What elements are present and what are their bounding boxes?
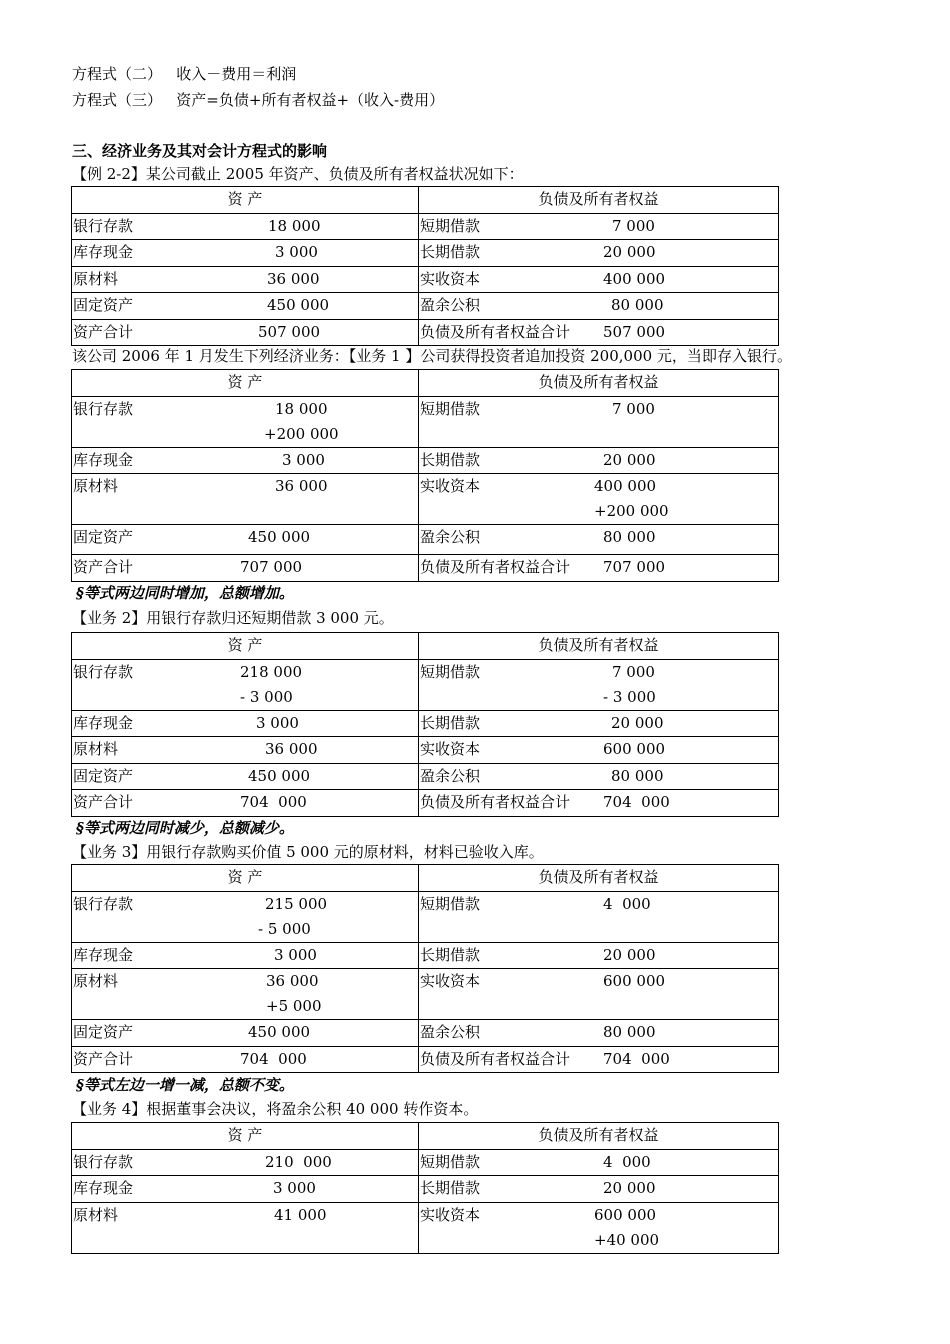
liab-value: 600 000 [603, 740, 666, 758]
asset-name: 银行存款 [73, 399, 134, 418]
asset-name: 银行存款 [73, 894, 134, 913]
liab-value: 80 000 [611, 766, 664, 785]
liab-change: +200 000 [594, 502, 669, 520]
asset-value: 450 000 [267, 296, 330, 314]
liab-total-label: 负债及所有者权益合计 [420, 322, 571, 341]
liab-name: 实收资本 [420, 1205, 481, 1224]
liab-name: 短期借款 [420, 399, 481, 418]
asset-value: 3 000 [274, 945, 317, 964]
liab-total-label: 负债及所有者权益合计 [420, 1049, 571, 1068]
asset-name: 银行存款 [73, 662, 134, 681]
liab-value: 7 000 [612, 399, 655, 418]
business-4-text: 【业务 4】根据董事会决议，将盈余公积 40 000 转作资本。 [72, 1100, 479, 1118]
asset-total-label: 资产合计 [73, 322, 134, 341]
asset-value: 18 000 [268, 216, 321, 235]
asset-name: 库存现金 [73, 450, 134, 469]
liabilities-header: 负债及所有者权益 [419, 865, 779, 892]
asset-value: 450 000 [248, 528, 311, 546]
asset-total-value: 704 000 [240, 793, 307, 811]
asset-change: +5 000 [266, 997, 322, 1015]
liab-value: 400 000 [594, 477, 657, 495]
liabilities-header: 负债及所有者权益 [419, 370, 779, 397]
assets-header: 资 产 [72, 370, 419, 397]
liab-name: 长期借款 [420, 713, 481, 732]
asset-name: 原材料 [73, 269, 119, 288]
equation-two: 方程式（二） 收入－费用＝利润 [72, 65, 297, 83]
liab-value: 4 000 [603, 1152, 651, 1171]
asset-change: - 3 000 [240, 687, 293, 706]
asset-value: 3 000 [275, 243, 318, 261]
liab-name: 长期借款 [420, 945, 481, 964]
asset-name: 原材料 [73, 972, 119, 990]
liab-value: 20 000 [603, 945, 656, 964]
liab-value: 20 000 [611, 713, 664, 732]
liab-change: - 3 000 [603, 687, 656, 706]
liab-total-value: 704 000 [603, 1049, 670, 1068]
liabilities-header: 负债及所有者权益 [419, 187, 779, 214]
liab-name: 长期借款 [420, 450, 481, 469]
asset-value: 450 000 [248, 1023, 311, 1041]
liab-value: 7 000 [612, 216, 655, 235]
business-1-note: §等式两边同时增加，总额增加。 [76, 584, 294, 602]
balance-table-business-2 [71, 632, 779, 817]
asset-total-value: 707 000 [240, 558, 303, 576]
liab-name: 盈余公积 [420, 528, 481, 546]
balance-table-business-4 [71, 1122, 779, 1254]
liab-name: 长期借款 [420, 1179, 481, 1197]
liab-total-value: 704 000 [603, 793, 670, 811]
liab-value: 20 000 [603, 450, 656, 469]
asset-value: 218 000 [240, 662, 303, 681]
assets-header: 资 产 [72, 1123, 419, 1150]
asset-total-value: 507 000 [258, 322, 321, 341]
liab-total-label: 负债及所有者权益合计 [420, 793, 571, 811]
liab-name: 短期借款 [420, 216, 481, 235]
asset-value: 3 000 [273, 1179, 316, 1197]
asset-name: 固定资产 [73, 296, 134, 314]
asset-name: 银行存款 [73, 216, 134, 235]
asset-name: 原材料 [73, 1205, 119, 1224]
asset-total-label: 资产合计 [73, 793, 134, 811]
liab-name: 盈余公积 [420, 296, 481, 314]
liab-value: 80 000 [603, 528, 656, 546]
business-1-text: 该公司 2006 年 1 月发生下列经济业务：【业务 1 】公司获得投资者追加投资 200,000 元，当即存入银行。 [72, 347, 792, 365]
asset-value: 450 000 [248, 766, 311, 785]
liab-name: 实收资本 [420, 740, 481, 758]
liab-name: 实收资本 [420, 477, 481, 495]
liabilities-header: 负债及所有者权益 [419, 1123, 779, 1150]
assets-header: 资 产 [72, 633, 419, 660]
asset-value: 3 000 [256, 713, 299, 732]
liab-name: 实收资本 [420, 269, 481, 288]
asset-name: 固定资产 [73, 766, 134, 785]
asset-name: 原材料 [73, 740, 119, 758]
liab-name: 盈余公积 [420, 1023, 481, 1041]
liab-name: 短期借款 [420, 894, 481, 913]
liab-value: 600 000 [594, 1205, 657, 1224]
asset-name: 库存现金 [73, 945, 134, 964]
asset-total-label: 资产合计 [73, 558, 134, 576]
asset-total-label: 资产合计 [73, 1049, 134, 1068]
asset-value: 41 000 [274, 1205, 327, 1224]
liab-name: 短期借款 [420, 1152, 481, 1171]
balance-table-business-3 [71, 864, 779, 1073]
asset-change: +200 000 [264, 424, 339, 443]
assets-header: 资 产 [72, 187, 419, 214]
asset-name: 银行存款 [73, 1152, 134, 1171]
asset-name: 原材料 [73, 477, 119, 495]
liab-value: 20 000 [603, 243, 656, 261]
asset-value: 3 000 [282, 450, 325, 469]
liab-total-value: 707 000 [603, 558, 666, 576]
liab-name: 长期借款 [420, 243, 481, 261]
asset-change: - 5 000 [258, 919, 311, 938]
balance-table-2005 [71, 186, 779, 346]
asset-value: 36 000 [267, 269, 320, 288]
assets-header: 资 产 [72, 865, 419, 892]
example-intro: 【例 2-2】某公司截止 2005 年资产、负债及所有者权益状况如下： [72, 165, 524, 183]
liabilities-header: 负债及所有者权益 [419, 633, 779, 660]
business-3-text: 【业务 3】用银行存款购买价值 5 000 元的原材料，材料已验收入库。 [72, 843, 544, 861]
asset-name: 库存现金 [73, 713, 134, 732]
asset-name: 固定资产 [73, 528, 134, 546]
asset-value: 18 000 [275, 399, 328, 418]
liab-name: 盈余公积 [420, 766, 481, 785]
liab-value: 80 000 [611, 296, 664, 314]
balance-table-business-1 [71, 369, 779, 582]
asset-total-value: 704 000 [240, 1049, 307, 1068]
liab-change: +40 000 [594, 1230, 660, 1249]
business-2-text: 【业务 2】用银行存款归还短期借款 3 000 元。 [72, 609, 394, 627]
business-3-note: §等式左边一增一减，总额不变。 [76, 1076, 294, 1094]
asset-name: 固定资产 [73, 1023, 134, 1041]
asset-value: 36 000 [275, 477, 328, 495]
liab-value: 80 000 [603, 1023, 656, 1041]
liab-total-label: 负债及所有者权益合计 [420, 558, 571, 576]
liab-value: 400 000 [603, 269, 666, 288]
liab-value: 600 000 [603, 972, 666, 990]
asset-name: 库存现金 [73, 243, 134, 261]
business-2-note: §等式两边同时减少，总额减少。 [76, 819, 294, 837]
asset-name: 库存现金 [73, 1179, 134, 1197]
liab-total-value: 507 000 [603, 322, 666, 341]
liab-name: 实收资本 [420, 972, 481, 990]
section-title: 三、经济业务及其对会计方程式的影响 [72, 142, 328, 160]
liab-value: 7 000 [612, 662, 655, 681]
liab-value: 20 000 [603, 1179, 656, 1197]
liab-value: 4 000 [603, 894, 651, 913]
liab-name: 短期借款 [420, 662, 481, 681]
equation-three: 方程式（三） 资产=负债+所有者权益+（收入-费用） [72, 91, 445, 109]
asset-value: 36 000 [265, 740, 318, 758]
asset-value: 210 000 [265, 1152, 332, 1171]
asset-value: 36 000 [266, 972, 319, 990]
asset-value: 215 000 [265, 894, 328, 913]
